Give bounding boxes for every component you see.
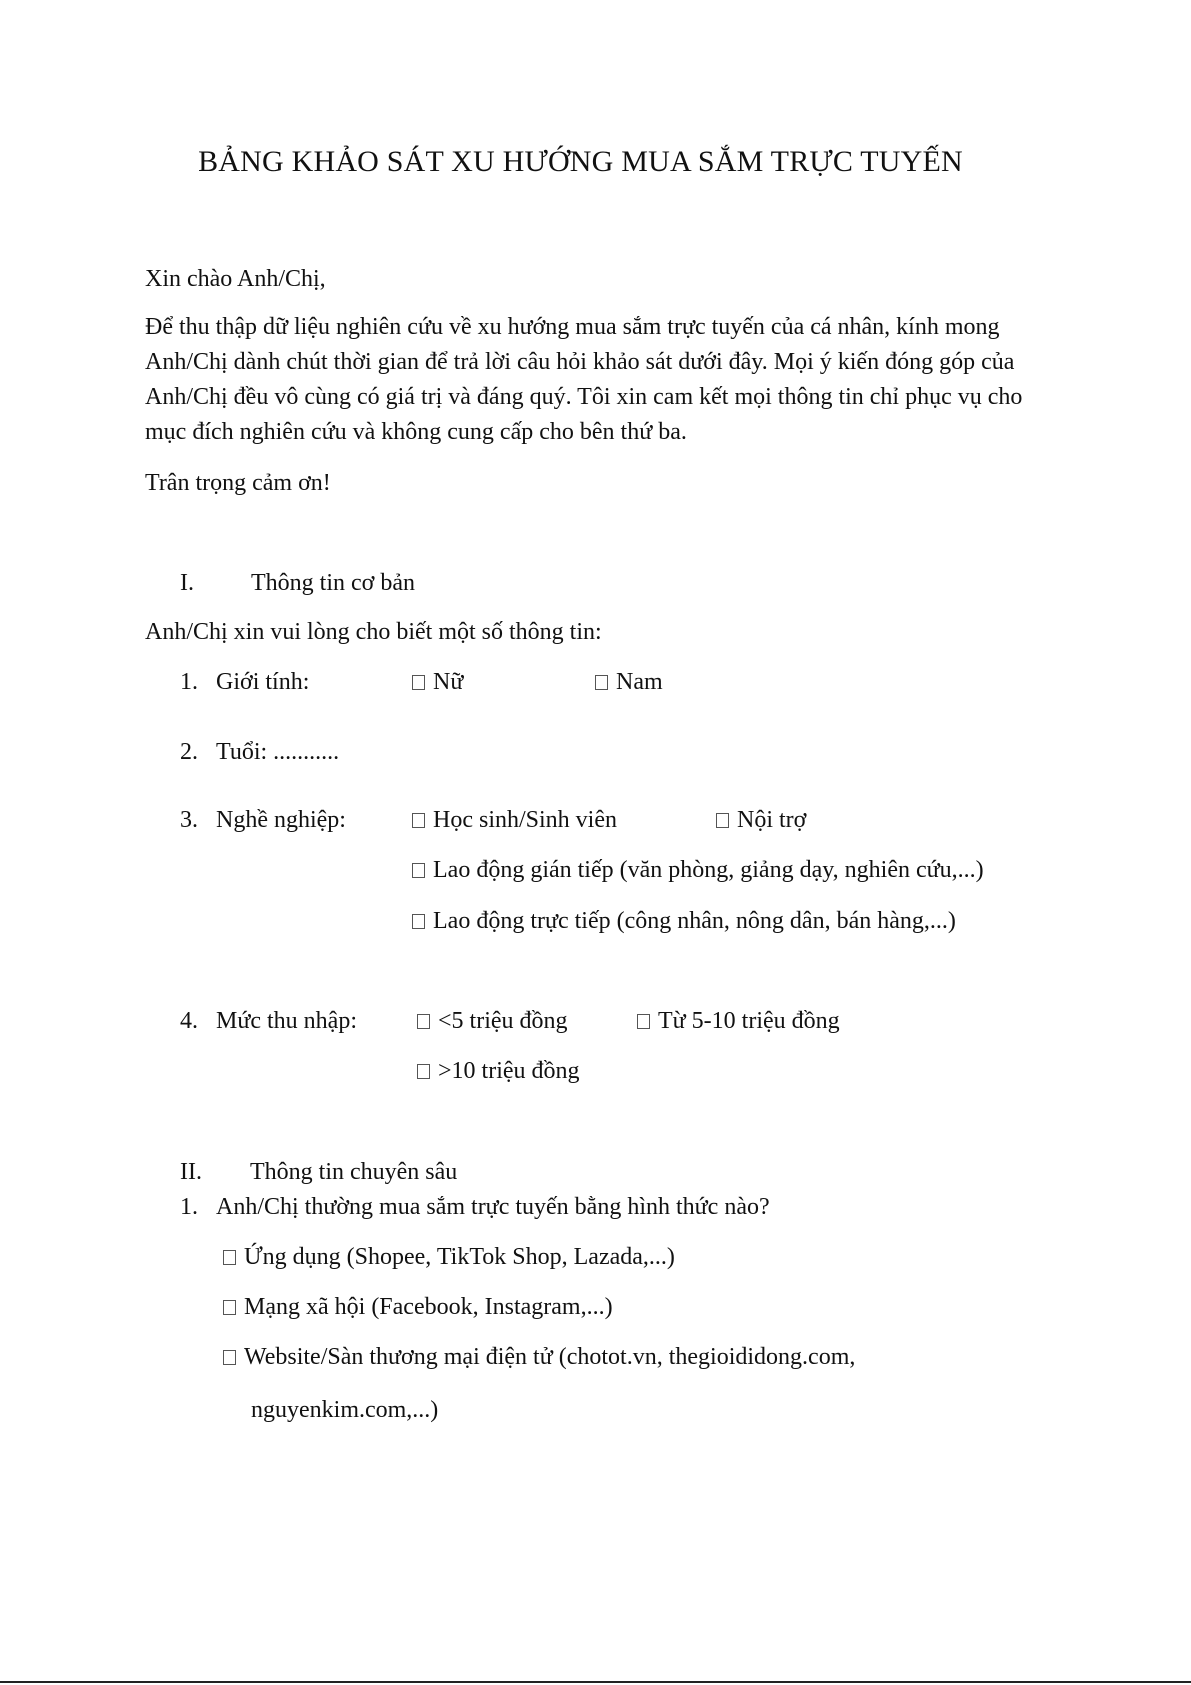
page-title: BẢNG KHẢO SÁT XU HƯỚNG MUA SẮM TRỰC TUYẾN bbox=[198, 145, 963, 178]
channel-option-social[interactable]: Mạng xã hội (Facebook, Instagram,...) bbox=[223, 1290, 613, 1325]
checkbox-icon[interactable] bbox=[412, 914, 425, 929]
income-option-under-5[interactable]: <5 triệu đồng bbox=[417, 1004, 568, 1039]
checkbox-icon[interactable] bbox=[412, 675, 425, 690]
checkbox-icon[interactable] bbox=[412, 813, 425, 828]
checkbox-icon[interactable] bbox=[223, 1350, 236, 1365]
checkbox-icon[interactable] bbox=[417, 1014, 430, 1029]
checkbox-icon[interactable] bbox=[637, 1014, 650, 1029]
occupation-option-direct-labor[interactable]: Lao động trực tiếp (công nhân, nông dân, bán hàng,...) bbox=[412, 904, 956, 939]
channel-option-website[interactable]: Website/Sàn thương mại điện tử (chotot.vn, thegioididong.com, bbox=[223, 1340, 855, 1375]
income-option-5-10[interactable]: Từ 5-10 triệu đồng bbox=[637, 1004, 840, 1039]
section1-lead: Anh/Chị xin vui lòng cho biết một số thông tin: bbox=[145, 619, 602, 645]
age-field[interactable]: Tuổi: ........... bbox=[216, 739, 340, 765]
intro-paragraph: Để thu thập dữ liệu nghiên cứu về xu hướng mua sắm trực tuyến của cá nhân, kính mong Anh/Chị dành chút thời gian để trả lời câu hỏi khảo sát dưới đây. Mọi ý kiến đóng góp của Anh/Chị đều vô cùng có giá trị và đáng quý. Tôi xin cam kết mọi thông tin chỉ phục vụ cho mục đích nghiên cứu và không cung cấp cho bên thứ ba. bbox=[145, 314, 1023, 445]
gender-option-female[interactable]: Nữ bbox=[412, 665, 463, 700]
s2-q1-number: 1. bbox=[180, 1194, 198, 1220]
checkbox-icon[interactable] bbox=[223, 1300, 236, 1315]
q3-number: 3. bbox=[180, 807, 198, 833]
section2-heading: Thông tin chuyên sâu bbox=[250, 1159, 458, 1185]
occupation-option-indirect-labor[interactable]: Lao động gián tiếp (văn phòng, giảng dạy, nghiên cứu,...) bbox=[412, 853, 984, 888]
income-option-over-10[interactable]: >10 triệu đồng bbox=[417, 1054, 580, 1089]
page-bottom-rule bbox=[0, 1681, 1191, 1683]
checkbox-icon[interactable] bbox=[417, 1064, 430, 1079]
checkbox-icon[interactable] bbox=[716, 813, 729, 828]
section1-heading: Thông tin cơ bản bbox=[251, 570, 415, 596]
checkbox-icon[interactable] bbox=[595, 675, 608, 690]
q1-label: Giới tính: bbox=[216, 669, 310, 695]
q1-number: 1. bbox=[180, 669, 198, 695]
greeting: Xin chào Anh/Chị, bbox=[145, 266, 326, 292]
checkbox-icon[interactable] bbox=[412, 863, 425, 878]
occupation-option-homemaker[interactable]: Nội trợ bbox=[716, 803, 806, 838]
section2-number: II. bbox=[180, 1159, 202, 1185]
gender-option-male[interactable]: Nam bbox=[595, 665, 663, 700]
q2-number: 2. bbox=[180, 739, 198, 765]
q4-label: Mức thu nhập: bbox=[216, 1008, 357, 1034]
q4-number: 4. bbox=[180, 1008, 198, 1034]
channel-option-app[interactable]: Ứng dụng (Shopee, TikTok Shop, Lazada,...) bbox=[223, 1240, 675, 1275]
s2-q1-label: Anh/Chị thường mua sắm trực tuyến bằng hình thức nào? bbox=[216, 1194, 770, 1220]
q3-label: Nghề nghiệp: bbox=[216, 807, 346, 833]
occupation-option-student[interactable]: Học sinh/Sinh viên bbox=[412, 803, 617, 838]
thanks-line: Trân trọng cảm ơn! bbox=[145, 470, 331, 496]
section1-number: I. bbox=[180, 570, 194, 596]
channel-option-website-continued: nguyenkim.com,...) bbox=[251, 1397, 439, 1423]
checkbox-icon[interactable] bbox=[223, 1250, 236, 1265]
